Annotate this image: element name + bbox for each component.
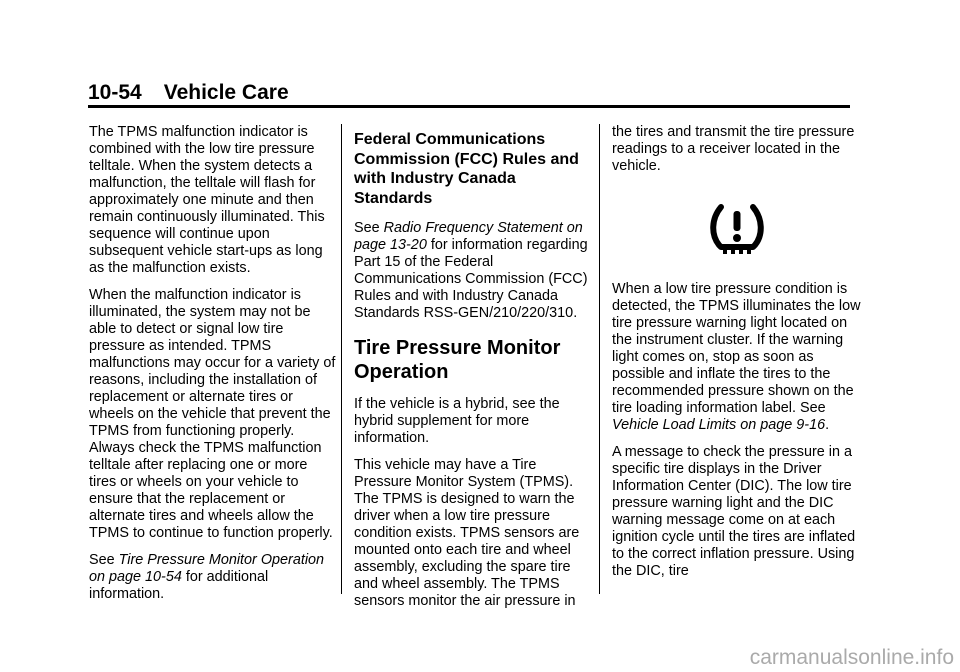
paragraph: A message to check the pressure in a specific tire displays in the Driver Information Center (DIC). The low tire pressure warning light and the DIC warning message come on at each ignition cycle until the tires are inflated to the correct inflation pressure. Using the DIC, tire xyxy=(612,444,856,579)
cross-reference-link[interactable]: Tire Pressure Monitor Operation on page 10-54 xyxy=(89,552,325,585)
paragraph: If the vehicle is a hybrid, see the hybrid supplement for more information. xyxy=(354,396,560,446)
page-number: 10-54 xyxy=(88,81,142,104)
text: for information regarding Part 15 of the Federal Communications Commission (FCC) Rules and with Industry Canada Standards RSS-GEN/210/220/310. xyxy=(354,237,588,321)
paragraph: The TPMS malfunction indicator is combined with the low tire pressure telltale. When the system detects a malfunction, the telltale will flash for approximately one minute and then remain continuously illuminated. This sequence will continue upon subsequent vehicle start-ups as long as the malfunction exists. xyxy=(89,124,325,276)
column-divider xyxy=(341,124,342,594)
text: See xyxy=(89,552,119,568)
column-right xyxy=(612,124,862,590)
column-left xyxy=(89,124,337,613)
text: . xyxy=(825,417,830,433)
column-middle xyxy=(354,124,592,620)
paragraph: the tires and transmit the tire pressure readings to a receiver located in the vehicle. xyxy=(612,124,855,174)
low-tire-pressure-warning-icon xyxy=(707,199,767,259)
section-title: Vehicle Care xyxy=(163,81,289,104)
paragraph xyxy=(354,220,592,322)
icon-container xyxy=(612,185,862,273)
paragraph xyxy=(612,281,862,434)
text: See xyxy=(354,220,384,236)
tpm-heading: Tire Pressure Monitor Operation xyxy=(354,337,561,383)
text: When a low tire pressure condition is detected, the TPMS illuminates the low tire pressure warning light located on the instrument cluster. If the warning light comes on, stop as soon as possible and inflate the tires to the recommended pressure shown on the tire loading information label. See xyxy=(612,281,861,416)
cross-reference-link[interactable]: Radio Frequency Statement on page 13-20 xyxy=(354,220,583,253)
header-rule xyxy=(88,105,850,108)
paragraph: When the malfunction indicator is illuminated, the system may not be able to detect or signal low tire pressure as intended. TPMS malfunctions may occur for a variety of reasons, including the installation of replacement or alternate tires or wheels on the vehicle that prevent the TPMS from functioning properly. Always check the TPMS malfunction telltale after replacing one or more tires or wheels on your vehicle to ensure that the replacement or alternate tires and wheels allow the TPMS to continue to function properly. xyxy=(89,287,336,541)
column-divider xyxy=(599,124,600,594)
watermark: carmanualsonline.info xyxy=(749,646,954,669)
text: for additional information. xyxy=(89,569,269,602)
paragraph xyxy=(89,552,337,603)
fcc-heading: Federal Communications Commission (FCC) Rules and with Industry Canada Standards xyxy=(354,131,579,207)
page-header xyxy=(88,80,289,106)
cross-reference-link[interactable]: Vehicle Load Limits on page 9-16 xyxy=(612,417,826,433)
paragraph: This vehicle may have a Tire Pressure Monitor System (TPMS). The TPMS is designed to warn the driver when a low tire pressure condition exists. TPMS sensors are mounted onto each tire and wheel assembly, excluding the spare tire and wheel assembly. The TPMS sensors monitor the air pressure in xyxy=(354,457,580,609)
